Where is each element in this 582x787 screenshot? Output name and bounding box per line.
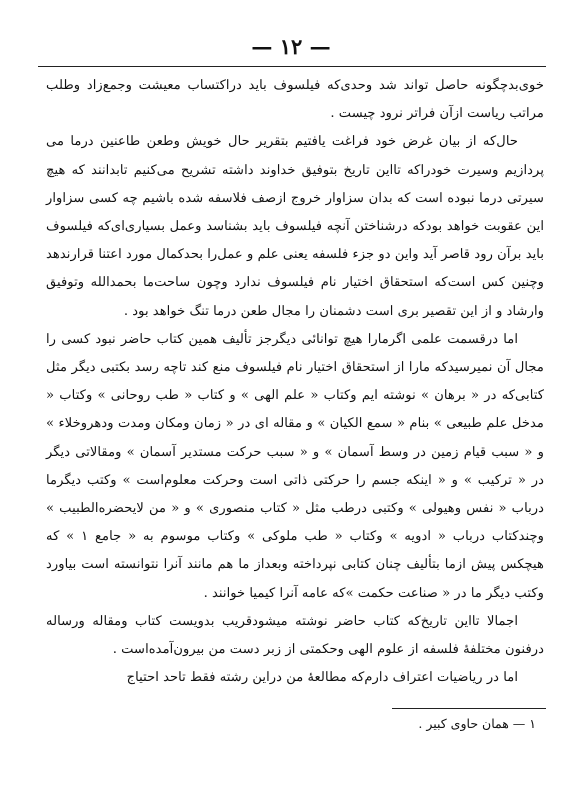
- body-text: [46, 72, 544, 692]
- paragraph-3: اما درقسمت علمی اگرمارا هیچ توانائی دیگرجز تألیف همین کتاب حاضر نبود کسی را مجال آن نمیرسید‌که مارا از استحقاق اختیار نام فیلسوف منع کند تاچه رسد بکتبی دیگر مثل کتابی‌که در « برهان » نوشته ایم وکتاب « علم الهی » و کتاب « طب روحانی » وکتاب « مدخل علم طبیعی » بنام « سمع الکیان » و مقاله ای در « زمان ومکان ومدت ودهروخلاء » و « سبب قیام زمین در وسط آسمان » و « سبب حرکت مستدیر آسمان » ومقالاتی دیگر در « ترکیب » و « اینکه جسم را حرکتی ذاتی است وحرکت معلوم‌است » وکتب دیگرما درباب « نفس وهیولی » وکتبی درطب مثل « کتاب منصوری » و « من لایحضره‌الطبیب » وچندکتاب درباب « ادویه » وکتاب « طب ملوکی » وکتاب موسوم به « جامع ۱ » که هیچکس پیش ازما بتألیف چنان کتابی نپرداخته وبعداز ما هم مانند آنرا نتوانسته است بیاورد وکتب دیگر ما در « صناعت حکمت »‌که عامه آنرا کیمیا خوانند .: [46, 331, 544, 601]
- footnote: ۱ — همان حاوی کبیر .: [418, 716, 536, 731]
- paragraph-1: خوی‌بدچگونه حاصل تواند شد وحدی‌که فیلسوف باید دراکتساب معیشت وجمع‌زاد وطلب مراتب ریاست ازآن فراتر نرود چیست .: [46, 78, 544, 122]
- header-rule: [38, 66, 546, 67]
- footnote-rule: [392, 708, 546, 709]
- page-header: [0, 34, 582, 59]
- paragraph-4: اجمالا تااین تاریخ‌که کتاب حاضر نوشته میشودقریب بدویست کتاب ومقاله ورساله درفنون مختلفهٔ فلسفه از علوم الهی وحکمتی از زبر دست من بیرون‌آمده‌است .: [46, 613, 544, 658]
- page-number: — ۱۲ —: [251, 34, 331, 59]
- paragraph-5: اما در ریاضیات اعتراف دارم‌که مطالعهٔ من دراین رشته فقط تاحد احتیاج: [126, 670, 518, 686]
- paragraph-2: حال‌که از بیان غرض خود فراغت یافتیم بتقریر حال خویش وطعن طاعنین درما می پردازیم وسیرت خودرا‌که تااین تاریخ بتوفیق خداوند داشته تشریح می‌کنیم تابدانند که هیچ سیرتی درما نبوده است که بدان سزاوار خروج ازصف فلاسفه شده باشیم چه کسی سزاوار این عقوبت خواهد بود‌که درشناختن آنچه فیلسوف باید بشناسد وعمل بسیاری‌ای‌که فیلسوف باید برآن رود قاصر آید واین دو جزء فلسفه یعنی علم و عمل‌را بحد‌کمال مورد اعتنا قرارندهد وچنین کس است‌که استحقاق اختیار نام فیلسوف ندارد وچون ساحت‌ما بحمدالله وتوفیق وارشاد و از این تقصیر بری است دشمنان را مجال طعن درما تنگ خواهد بود .: [46, 134, 544, 319]
